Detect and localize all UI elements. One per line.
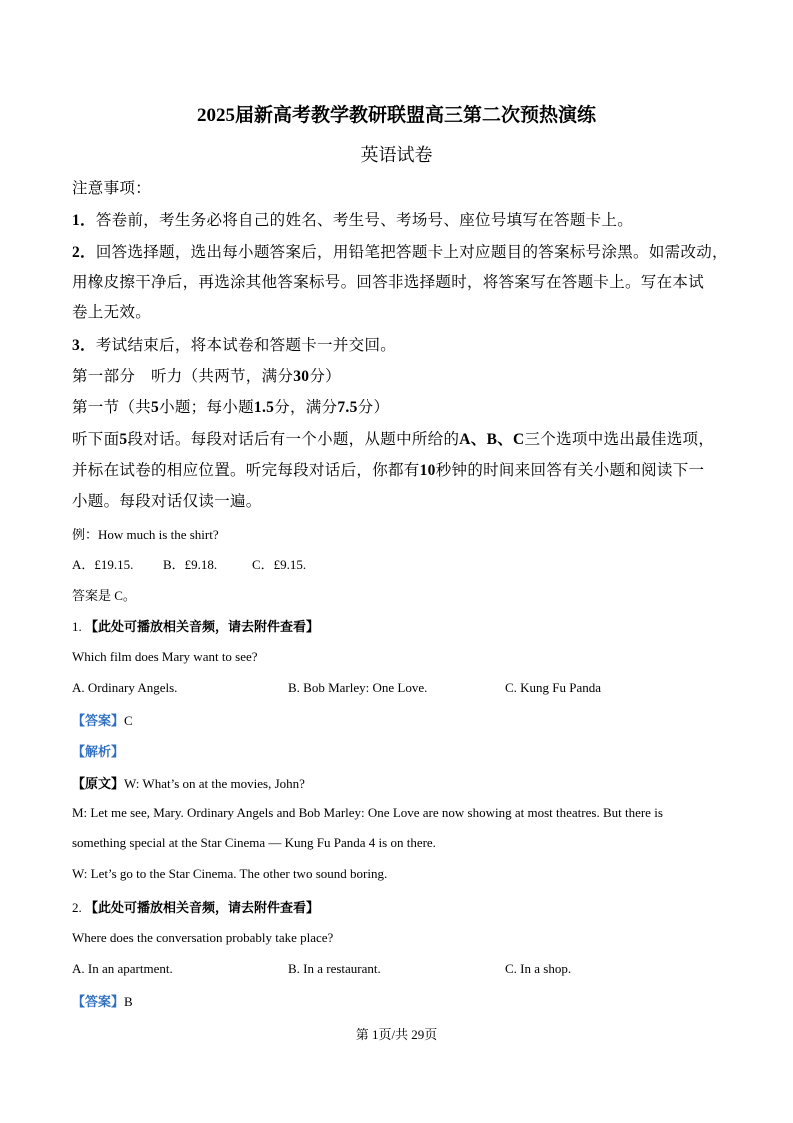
answer-label: 【答案】 — [72, 994, 125, 1009]
answer-value: C — [124, 713, 133, 728]
instructions-line-2 — [72, 458, 704, 480]
part-1-score: 30 — [293, 368, 310, 385]
notice-item-2-line-2: 用橡皮擦干净后，再选涂其他答案标号。回答非选择题时，将答案写在答题卡上。写在本试 — [72, 274, 705, 291]
part-1-heading — [72, 364, 341, 386]
question-1-transcript-3: something special at the Star Cinema — Kung Fu Panda 4 is on there. — [72, 835, 436, 850]
answer-label: 【答案】 — [72, 713, 125, 728]
notice-heading: 注意事项： — [72, 180, 152, 197]
answer-value: B — [124, 994, 133, 1009]
question-2-option-a: A. In an apartment. — [72, 961, 173, 976]
question-1-audio-note: 【此处可播放相关音频，请去附件查看】 — [85, 619, 320, 634]
page-title: 2025届新高考教学教研联盟高三第二次预热演练 — [196, 105, 596, 126]
question-1-transcript-4: W: Let’s go to the Star Cinema. The other two sound boring. — [72, 866, 388, 881]
question-1-option-a: A. Ordinary Angels. — [72, 680, 178, 695]
question-1-option-b: B. Bob Marley: One Love. — [288, 680, 428, 695]
instr-1c: 三个选项中选出最佳选项， — [524, 431, 715, 448]
question-2-stem: Where does the conversation probably take place? — [72, 930, 334, 945]
question-1-transcript-1 — [72, 773, 305, 792]
question-2-option-c: C. In a shop. — [505, 961, 572, 976]
example-answer: 答案是 C。 — [72, 588, 136, 603]
transcript-label: 【原文】 — [72, 776, 125, 791]
instr-2b: 秒钟的时间来回答有关小题和阅读下一 — [435, 462, 705, 479]
notice-item-1-text: 答卷前，考生务必将自己的姓名、考生号、考场号、座位号填写在答题卡上。 — [95, 212, 634, 229]
instr-1a: 听下面 — [72, 431, 120, 448]
question-1-analysis — [72, 741, 124, 760]
instr-1b: 段对话。每段对话后有一个小题，从题中所给的 — [127, 431, 460, 448]
question-1-header — [72, 616, 319, 635]
notice-item-1 — [72, 208, 633, 230]
section-1-text-b: 小题；每小题 — [159, 399, 254, 416]
section-1-heading — [72, 395, 389, 417]
section-1-total-score: 7.5 — [337, 399, 358, 416]
example-option-b: B．£9.18. — [163, 557, 218, 572]
question-2-header — [72, 897, 319, 916]
transcript-line: W: What’s on at the movies, John? — [124, 776, 305, 791]
example-option-c: C．£9.15. — [252, 557, 307, 572]
notice-item-3 — [72, 333, 396, 355]
example-question: 例：How much is the shirt? — [72, 527, 219, 542]
instr-1-count: 5 — [119, 431, 128, 448]
question-2-number: 2. — [72, 900, 82, 915]
notice-item-3-number: 3． — [72, 337, 96, 354]
instr-2a: 并标在试卷的相应位置。听完每段对话后，你都有 — [72, 462, 420, 479]
question-1-stem: Which film does Mary want to see? — [72, 649, 258, 664]
section-1-text-c: 分，满分 — [274, 399, 338, 416]
section-1-count: 5 — [151, 399, 160, 416]
question-2-option-b: B. In a restaurant. — [288, 961, 381, 976]
notice-item-3-text: 考试结束后，将本试卷和答题卡一并交回。 — [95, 337, 397, 354]
instr-2-seconds: 10 — [419, 462, 436, 479]
instructions-line-3: 小题。每段对话仅读一遍。 — [72, 493, 262, 510]
section-1-text-a: 第一节（共 — [72, 399, 152, 416]
part-1-heading-end: 分） — [309, 368, 341, 385]
instr-1-abc: A、B、C — [459, 431, 525, 448]
example-option-a: A．£19.15. — [72, 557, 134, 572]
question-2-audio-note: 【此处可播放相关音频，请去附件查看】 — [85, 900, 320, 915]
page-subtitle: 英语试卷 — [360, 145, 433, 165]
notice-item-2-number: 2． — [72, 244, 96, 261]
instructions-line-1 — [72, 427, 714, 449]
question-1-option-c: C. Kung Fu Panda — [505, 680, 602, 695]
question-1-number: 1. — [72, 619, 82, 634]
notice-item-1-number: 1． — [72, 212, 96, 229]
part-1-heading-text: 第一部分 听力（共两节，满分 — [72, 368, 294, 385]
question-1-transcript-2: M: Let me see, Mary. Ordinary Angels and Bob Marley: One Love are now showing at most theatres. But there is — [72, 805, 663, 820]
question-2-answer — [72, 991, 133, 1010]
section-1-each-score: 1.5 — [253, 399, 275, 416]
notice-item-2-line-1 — [72, 240, 728, 262]
notice-item-2-text: 回答选择题，选出每小题答案后，用铅笔把答题卡上对应题目的答案标号涂黑。如需改动， — [95, 244, 728, 261]
notice-item-2-line-3: 卷上无效。 — [72, 304, 152, 321]
question-1-answer — [72, 710, 133, 729]
analysis-label: 【解析】 — [72, 744, 125, 759]
section-1-text-d: 分） — [357, 399, 390, 416]
page-footer: 第 1页/共 29页 — [355, 1027, 438, 1042]
